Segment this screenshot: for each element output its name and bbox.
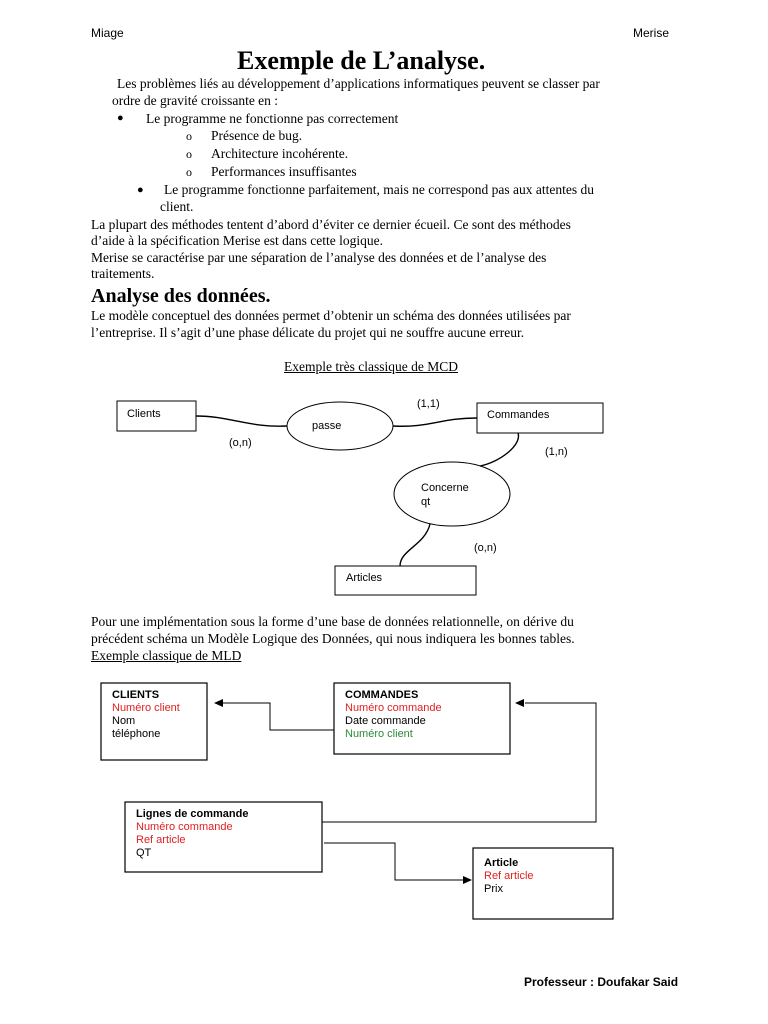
sub-item-3: Performances insuffisantes	[211, 164, 357, 179]
list-item-2-line-1: Le programme fonctionne parfaitement, mais ne correspond pas aux attentes du	[164, 182, 594, 197]
mcd-articles-label: Articles	[346, 572, 383, 584]
mld-article-title: Article	[484, 857, 519, 869]
mcd-clients-label: Clients	[127, 408, 161, 420]
section-text-line-2: l’entreprise. Il s’agit d’une phase délicate du projet qui ne souffre aucune erreur.	[91, 325, 525, 340]
section-title: Analyse des données.	[91, 285, 271, 307]
mcd-passe-label: passe	[312, 420, 342, 432]
mcd-link-commandes-concerne	[480, 433, 518, 466]
implementation-line-1: Pour une implémentation sous la forme d’une base de données relationnelle, on dérive du	[91, 614, 574, 629]
mcd-link-clients-passe	[196, 416, 287, 426]
mld-clients-title: CLIENTS	[112, 689, 160, 701]
section-text-line-1: Le modèle conceptuel des données permet d’obtenir un schéma des données utilisées par	[91, 308, 571, 323]
mcd-commandes-label: Commandes	[487, 409, 550, 421]
bullet-icon: ●	[137, 184, 144, 196]
mld-lignes-title: Lignes de commande	[136, 808, 249, 820]
mld-lignes-field: QT	[136, 847, 152, 859]
mcd-card-commandes-concerne: (1,n)	[545, 446, 568, 458]
mld-commandes-key: Numéro commande	[345, 702, 442, 714]
mld-clients-content	[112, 689, 180, 741]
bullet-icon: ●	[117, 112, 124, 124]
arrow-head-icon	[214, 699, 223, 707]
para2-line-1: Merise se caractérise par une séparation de l’analyse des données et de l’analyse des	[91, 250, 547, 265]
mld-article-field: Prix	[484, 883, 503, 895]
mcd-card-articles: (o,n)	[474, 542, 497, 554]
arrow-head-icon	[515, 699, 524, 707]
arrow-head-icon	[463, 876, 472, 884]
mld-clients-field: téléphone	[112, 728, 161, 740]
mld-article-key: Ref article	[484, 870, 534, 882]
mld-article-content	[484, 857, 534, 896]
header-right: Merise	[633, 26, 670, 40]
mcd-card-commandes-passe: (1,1)	[417, 398, 440, 410]
mld-clients-field: Nom	[112, 715, 136, 727]
mcd-caption: Exemple très classique de MCD	[284, 359, 458, 374]
header-left: Miage	[91, 26, 124, 40]
mcd-card-clients: (o,n)	[229, 437, 252, 449]
sub-item-2: Architecture incohérente.	[211, 146, 349, 161]
mcd-concerne-ellipse	[394, 462, 510, 526]
sub-item-1: Présence de bug.	[211, 128, 303, 143]
sub-bullet-icon: o	[186, 129, 192, 143]
sub-bullet-icon: o	[186, 147, 192, 161]
mld-caption: Exemple classique de MLD	[91, 648, 242, 663]
mld-lignes-key: Ref article	[136, 834, 186, 846]
mcd-concerne-label: Concerne	[421, 482, 469, 494]
list-item-2-line-2: client.	[160, 199, 194, 214]
list-item-1: Le programme ne fonctionne pas correctement	[146, 111, 399, 126]
para1-line-1: La plupart des méthodes tentent d’abord d’éviter ce dernier écueil. Ce sont des méthodes	[91, 217, 571, 232]
implementation-line-2: précédent schéma un Modèle Logique des Données, qui nous indiquera les bonnes tables.	[91, 631, 575, 646]
mld-commandes-foreign: Numéro client	[345, 728, 413, 740]
para1-line-2: d’aide à la spécification Merise est dans cette logique.	[91, 233, 384, 248]
mld-link-commandes-clients	[222, 703, 334, 730]
mld-lignes-key: Numéro commande	[136, 821, 233, 833]
mld-commandes-content	[345, 689, 442, 741]
mld-lignes-content	[136, 808, 248, 860]
mld-commandes-title: COMMANDES	[345, 689, 419, 701]
mld-commandes-field: Date commande	[345, 715, 426, 727]
page-title: Exemple de L’analyse.	[237, 46, 486, 75]
para2-line-2: traitements.	[91, 266, 155, 281]
mcd-qt-label: qt	[421, 496, 431, 508]
intro-line-2: ordre de gravité croissante en :	[112, 93, 279, 108]
mcd-link-concerne-articles	[400, 524, 430, 566]
mld-link-lignes-article	[324, 843, 464, 880]
mcd-link-passe-commandes	[393, 418, 477, 426]
mld-clients-key: Numéro client	[112, 702, 180, 714]
intro-line-1: Les problèmes liés au développement d’applications informatiques peuvent se classer par	[117, 76, 600, 91]
footer: Professeur : Doufakar Said	[524, 975, 679, 989]
sub-bullet-icon: o	[186, 165, 192, 179]
